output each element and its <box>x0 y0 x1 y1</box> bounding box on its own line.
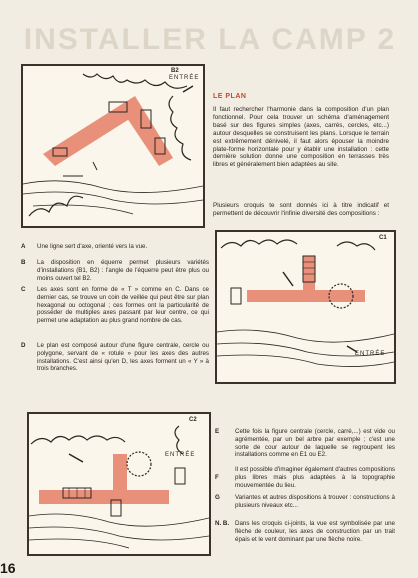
section-title: LE PLAN <box>213 93 247 100</box>
diagram-c1-entree: ENTRÉE <box>355 351 386 357</box>
diagram-b2-entree: ENTRÉE <box>169 75 200 81</box>
sketch-b2 <box>21 64 205 228</box>
page-header-title: INSTALLER LA CAMP 2 <box>23 23 397 56</box>
item-a: A Une ligne sert d'axe, orienté vers la vue. <box>21 243 148 250</box>
item-f: F Il est possible d'imaginer également d'autres compositions plus libres mais plus adaptées à la topographie mouvementée du lieu. <box>215 466 395 489</box>
sketch-c2 <box>27 412 211 556</box>
item-e: E Cette fois la figure centrale (cercle, carré,...) est vide ou agrémentée, par un bel arbre par exemple ; c'est une sorte de cour autour de laquelle se regroupent les installations comme en E1 ou E2. <box>215 428 395 459</box>
intro-paragraph: Il faut rechercher l'harmonie dans la composition d'un plan fonctionnel. Pour cela trouver un schéma d'aménagement basé sur des figures simples (axes, carrés, cercles, etc...) autour desquelles se construisent les plans. Lorsque le terrain est extrêmement dénivelé, il faut alors épouser la moindre plate-forme horizontale pour y établir une installation : cette dernière solution donne une composition en terrasses très libres et généralement bien adaptées au site. <box>213 106 389 169</box>
item-c: C Les axes sont en forme de « T » comme en C. Dans ce dernier cas, se trouve un coin de veillée qui peut être sur plan hexagonal ou octogonal ; ces formes ont la particularité de posséder de multiples axes passant par leur centre, ce qui permet une adaptation au plus grand nombre de cas. <box>21 286 209 325</box>
page-number: 16 <box>0 560 16 576</box>
item-d: D Le plan est composé autour d'une figure centrale, cercle ou polygone, servant de « rotule » pour les axes des autres installations. C'est ainsi qu'en D, les axes forment un « Y » à trois branches. <box>21 342 209 373</box>
diagram-c2-entree: ENTRÉE <box>165 452 196 458</box>
intro-paragraph-2: Plusieurs croquis te sont donnés ici à titre indicatif et permettent de découvrir l'infinie diversité des compositions : <box>213 202 389 217</box>
item-nb: N. B. Dans les croquis ci-joints, la vue est symbolisée par une flèche de couleur, les axes de construction par un trait épais et le vent dominant par une flèche noire. <box>215 520 395 543</box>
item-g: G Variantes et autres dispositions à trouver : constructions à plusieurs niveaux etc... <box>215 494 395 509</box>
sketch-c1 <box>215 230 396 384</box>
diagram-c1-label: C1 <box>379 235 387 241</box>
item-b: B La disposition en équerre permet plusieurs variétés d'installations (B1, B2) : l'angle de l'équerre peut être plus ou moins ouvert tel B2. <box>21 259 209 282</box>
diagram-c2-label: C2 <box>189 417 197 423</box>
diagram-b2-label: B2 <box>171 68 179 74</box>
